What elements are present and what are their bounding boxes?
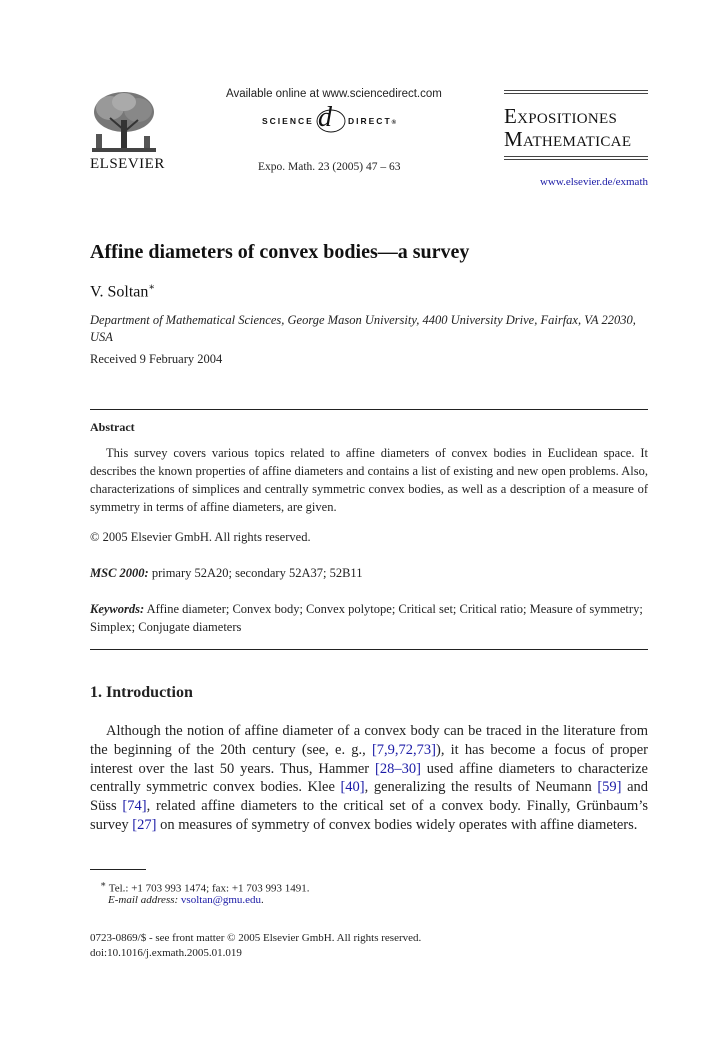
citation-link[interactable]: [27]	[132, 816, 157, 833]
doi-line: doi:10.1016/j.exmath.2005.01.019	[90, 947, 242, 959]
introduction-paragraph: Although the notion of affine diameter of a convex body can be traced in the literature from the beginning of the 20th century (see, e. g., [7,9,72,73]), it has become a focus of proper interest over the last 50 years. Thus, Hammer [28–30] used affine diameters to characterize centrally symmetric convex bodies. Klee [40], generalizing the results of Neumann [59] and Süss [74], related affine diameters to the critical set of a convex body. Finally, Grünbaum’s survey [27] on measures of symmetry of convex bodies widely operates with affine diameters.	[90, 723, 648, 833]
available-online-text: Available online at www.sciencedirect.com	[226, 88, 442, 100]
journal-rule-bottom	[504, 156, 648, 157]
journal-title: EXPOSITIONES MATHEMATICAE	[504, 104, 632, 151]
abstract-rule-top	[90, 409, 648, 410]
citation-link[interactable]: [59]	[597, 779, 622, 796]
elsevier-tree-logo-icon	[88, 90, 160, 158]
front-matter-line: 0723-0869/$ - see front matter © 2005 Elsevier GmbH. All rights reserved.	[90, 932, 422, 944]
email-link[interactable]: vsoltan@gmu.edu	[180, 894, 262, 906]
received-date: Received 9 February 2004	[90, 352, 223, 366]
citation-link[interactable]: [74]	[122, 798, 147, 815]
journal-title-block	[504, 90, 648, 162]
journal-url-link[interactable]: www.elsevier.de/exmath	[539, 176, 648, 188]
keywords: Keywords: Affine diameter; Convex body; Convex polytope; Critical set; Critical ratio; Measure of symmetry; Simplex; Conjugate diameters	[90, 602, 643, 634]
footnote-email: E-mail address: vsoltan@gmu.edu.	[108, 894, 264, 906]
section-heading-introduction: 1. Introduction	[90, 684, 193, 701]
citation-link[interactable]: [28–30]	[374, 760, 421, 777]
sd-direct-text: DIRECT®	[348, 116, 399, 126]
author-name: V. Soltan∗	[90, 282, 156, 301]
copyright-line: © 2005 Elsevier GmbH. All rights reserved.	[90, 530, 311, 544]
journal-rule-top-2	[504, 93, 648, 94]
sciencedirect-logo	[262, 102, 412, 134]
journal-rule-bottom-2	[504, 159, 648, 160]
sd-circle-icon	[314, 108, 348, 134]
footnote-contact: ∗ Tel.: +1 703 993 1474; fax: +1 703 993 1491.	[100, 879, 310, 895]
author-affiliation: Department of Mathematical Sciences, George Mason University, 4400 University Drive, Fairfax, VA 22030, USA	[90, 313, 636, 344]
journal-citation: Expo. Math. 23 (2005) 47 – 63	[258, 161, 401, 173]
abstract-rule-bottom	[90, 649, 648, 650]
footnote-rule	[90, 869, 146, 870]
sd-d-glyph: d	[318, 102, 332, 133]
msc-classification: MSC 2000: primary 52A20; secondary 52A37; 52B11	[90, 566, 363, 580]
publisher-name: ELSEVIER	[90, 156, 165, 172]
sd-science-text: SCIENCE	[262, 116, 314, 126]
journal-rule-top	[504, 90, 648, 91]
citation-link[interactable]: [7,9,72,73]	[371, 741, 436, 758]
abstract-heading: Abstract	[90, 420, 135, 434]
citation-link[interactable]: [40]	[340, 779, 365, 796]
paper-title: Affine diameters of convex bodies—a survey	[90, 241, 470, 263]
abstract-text: This survey covers various topics related to affine diameters of convex bodies in Euclidean space. It describes the known properties of affine diameters and contains a list of existing and new open problems. Also, characterizations of simplices and centrally symmetric convex bodies, as well as a description of a measure of symmetry in terms of affine diameters, are given.	[90, 446, 648, 514]
author-footnote-mark[interactable]: ∗	[148, 282, 156, 293]
